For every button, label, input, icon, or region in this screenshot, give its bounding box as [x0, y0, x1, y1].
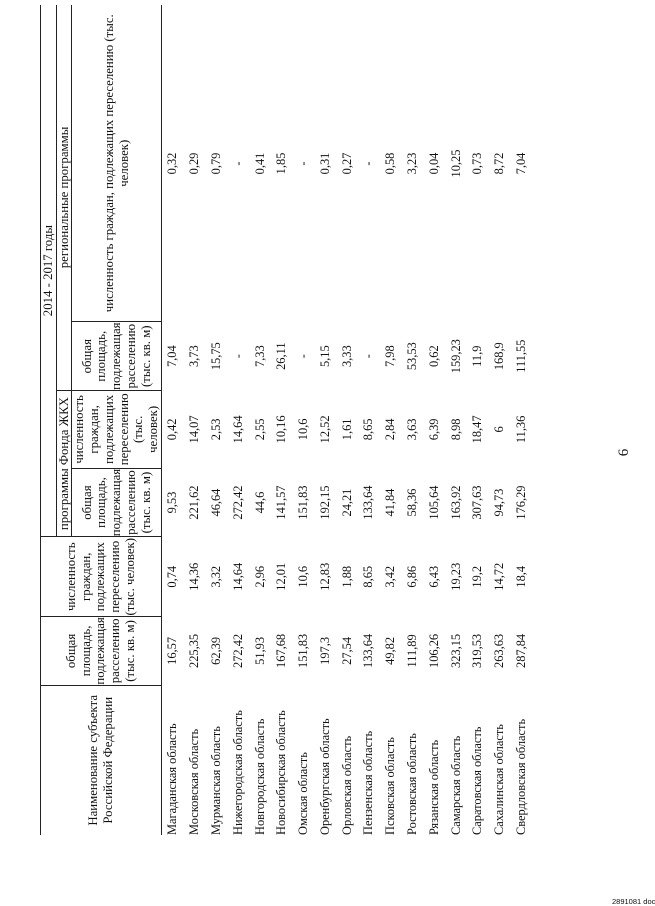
reg-area-cell: 53,53: [405, 342, 420, 371]
reg-area-cell: 111,55: [514, 339, 529, 373]
total-area-cell: 106,26: [426, 633, 441, 668]
fund-people-cell: 3,63: [405, 418, 420, 441]
reg-people-cell: 0,58: [383, 152, 398, 175]
table-row: [271, 5, 293, 835]
reg-area-cell: 7,04: [165, 345, 180, 368]
total-area-cell: 16,57: [165, 636, 180, 665]
fund-people-cell: 2,55: [252, 418, 267, 441]
reg-area-cell: -: [230, 354, 245, 359]
region-name-cell: Орловская область: [339, 735, 354, 835]
total-people-cell: 2,96: [252, 565, 267, 588]
header-period: 2014 - 2017 годы: [41, 5, 57, 537]
fund-people-cell: 14,07: [187, 415, 202, 444]
fund-area-cell: 105,64: [426, 485, 441, 520]
table-row: [489, 5, 511, 835]
total-area-cell: 287,84: [514, 633, 529, 668]
reg-area-cell: -: [361, 354, 376, 359]
total-area-cell: 151,83: [296, 633, 311, 668]
region-name-cell: Мурманская область: [208, 726, 223, 835]
fund-people-cell: 11,36: [514, 415, 529, 444]
table-row: [249, 5, 271, 835]
table-row: [161, 5, 183, 835]
reg-area-cell: 7,33: [252, 345, 267, 368]
reg-people-cell: 0,04: [426, 152, 441, 175]
table-row: [467, 5, 489, 835]
total-area-cell: 225,35: [187, 633, 202, 668]
fund-people-cell: 14,64: [230, 415, 245, 444]
total-people-cell: 1,88: [339, 565, 354, 588]
total-people-cell: 18,4: [514, 565, 529, 588]
reg-area-cell: 3,33: [339, 345, 354, 368]
table-row: [205, 5, 227, 835]
region-name-cell: Саратовская область: [470, 726, 485, 835]
total-area-cell: 49,82: [383, 636, 398, 665]
fund-area-cell: 44,6: [252, 491, 267, 514]
table-row: [510, 5, 532, 835]
region-name-cell: Сахалинская область: [492, 724, 507, 835]
total-people-cell: 12,01: [274, 562, 289, 591]
reg-people-cell: 1,85: [274, 152, 289, 175]
fund-area-cell: 41,84: [383, 488, 398, 517]
region-name-cell: Ростовская область: [405, 733, 420, 835]
reg-people-cell: 0,31: [317, 152, 332, 175]
fund-area-cell: 176,29: [514, 485, 529, 520]
region-name-cell: Нижегородская область: [230, 710, 245, 835]
total-people-cell: 6,86: [405, 565, 420, 588]
region-name-cell: Рязанская область: [426, 739, 441, 835]
table-row: [314, 5, 336, 835]
reg-area-cell: 26,11: [274, 342, 289, 370]
total-area-cell: 319,53: [470, 633, 485, 668]
header-reg-people: численность граждан, подлежащих переселению (тыс. человек): [72, 5, 161, 322]
reg-people-cell: 7,04: [514, 152, 529, 175]
total-people-cell: 0,74: [165, 565, 180, 588]
housing-table: [40, 5, 532, 835]
reg-people-cell: 0,41: [252, 152, 267, 175]
fund-people-cell: 8,98: [448, 418, 463, 441]
header-name: Наименование субъекта Российской Федерации: [41, 685, 162, 835]
reg-people-cell: 3,23: [405, 152, 420, 175]
total-people-cell: 14,36: [187, 562, 202, 591]
region-name-cell: Московская область: [187, 728, 202, 835]
region-name-cell: Пензенская область: [361, 730, 376, 835]
reg-people-cell: 0,73: [470, 152, 485, 175]
reg-area-cell: 7,98: [383, 345, 398, 368]
fund-area-cell: 141,57: [274, 485, 289, 520]
total-people-cell: 6,43: [426, 565, 441, 588]
table-row: [358, 5, 380, 835]
table-row: [336, 5, 358, 835]
fund-area-cell: 46,64: [208, 488, 223, 517]
footer-code: 2891081 doc: [612, 897, 655, 906]
total-area-cell: 263,63: [492, 633, 507, 668]
reg-area-cell: 15,75: [208, 342, 223, 371]
reg-people-cell: 0,79: [208, 152, 223, 175]
region-name-cell: Магаданская область: [165, 723, 180, 835]
reg-area-cell: 3,73: [187, 345, 202, 368]
reg-people-cell: 8,72: [492, 152, 507, 175]
header-fund-area: общая площадь, подлежащая расселению (тыс. кв. м): [72, 468, 161, 536]
table-row: [423, 5, 445, 835]
fund-area-cell: 163,92: [448, 485, 463, 520]
total-area-cell: 51,93: [252, 636, 267, 665]
reg-people-cell: 10,25: [448, 149, 463, 178]
total-people-cell: 14,64: [230, 562, 245, 591]
table-row: [445, 5, 467, 835]
reg-area-cell: 168,9: [492, 342, 507, 371]
reg-area-cell: 11,9: [470, 345, 485, 367]
table-row: [401, 5, 423, 835]
region-name-cell: Новгородская область: [252, 718, 267, 835]
fund-area-cell: 133,64: [361, 485, 376, 520]
fund-area-cell: 9,53: [165, 491, 180, 514]
fund-area-cell: 221,62: [187, 485, 202, 520]
table-row: [183, 5, 205, 835]
region-name-cell: Псковская область: [383, 737, 398, 835]
total-people-cell: 19,2: [470, 565, 485, 588]
total-area-cell: 27,54: [339, 636, 354, 665]
region-name-cell: Самарская область: [448, 735, 463, 835]
total-people-cell: 14,72: [492, 562, 507, 591]
region-name-cell: Омская область: [296, 752, 311, 835]
fund-people-cell: 12,52: [317, 415, 332, 444]
total-people-cell: 10,6: [296, 565, 311, 588]
total-area-cell: 272,42: [230, 633, 245, 668]
reg-people-cell: -: [296, 161, 311, 166]
reg-people-cell: 0,27: [339, 152, 354, 175]
total-area-cell: 111,89: [405, 634, 420, 668]
region-name-cell: Свердловская область: [514, 718, 529, 835]
fund-people-cell: 0,42: [165, 418, 180, 441]
header-regional-programs: региональные программы: [56, 5, 72, 390]
header-total-area: общая площадь, подлежащая расселению (тыс. кв. м): [41, 617, 162, 685]
fund-area-cell: 94,73: [492, 488, 507, 517]
reg-area-cell: 5,15: [317, 345, 332, 368]
total-area-cell: 197,3: [317, 636, 332, 665]
reg-people-cell: -: [230, 161, 245, 166]
fund-area-cell: 151,83: [296, 485, 311, 520]
fund-people-cell: 2,84: [383, 418, 398, 441]
total-people-cell: 12,83: [317, 562, 332, 591]
fund-people-cell: 8,65: [361, 418, 376, 441]
reg-area-cell: -: [296, 354, 311, 359]
total-people-cell: 19,23: [448, 562, 463, 591]
fund-area-cell: 58,36: [405, 488, 420, 517]
fund-people-cell: 2,53: [208, 418, 223, 441]
region-name-cell: Оренбургская область: [317, 718, 332, 835]
header-reg-area: общая площадь, подлежащая расселению (тыс. кв. м): [72, 322, 161, 390]
fund-people-cell: 1,61: [339, 418, 354, 441]
table-row: [380, 5, 402, 835]
reg-area-cell: 159,23: [448, 339, 463, 374]
reg-area-cell: 0,62: [426, 345, 441, 368]
region-name-cell: Новосибирская область: [274, 710, 289, 835]
table-body: [161, 5, 532, 835]
total-area-cell: 133,64: [361, 633, 376, 668]
total-area-cell: 323,15: [448, 633, 463, 668]
fund-area-cell: 24,21: [339, 488, 354, 517]
total-people-cell: 3,42: [383, 565, 398, 588]
reg-people-cell: 0,29: [187, 152, 202, 175]
total-people-cell: 8,65: [361, 565, 376, 588]
fund-people-cell: 10,16: [274, 415, 289, 444]
fund-area-cell: 192,15: [317, 485, 332, 520]
page-number: 6: [616, 448, 632, 457]
table-row: [227, 5, 249, 835]
total-people-cell: 3,32: [208, 565, 223, 588]
total-area-cell: 167,68: [274, 633, 289, 668]
header-fund-programs: программы Фонда ЖКХ: [56, 390, 72, 536]
fund-people-cell: 6,39: [426, 418, 441, 441]
fund-people-cell: 18,47: [470, 415, 485, 444]
fund-area-cell: 307,63: [470, 485, 485, 520]
fund-people-cell: 10,6: [296, 418, 311, 441]
fund-area-cell: 272,42: [230, 485, 245, 520]
header-total-people: численность граждан, подлежащих переселению (тыс. человек): [41, 537, 162, 617]
fund-people-cell: 6: [492, 426, 507, 433]
reg-people-cell: 0,32: [165, 152, 180, 175]
table-row: [292, 5, 314, 835]
reg-people-cell: -: [361, 161, 376, 166]
total-area-cell: 62,39: [208, 636, 223, 665]
header-fund-people: численность граждан, подлежащих переселению (тыс. человек): [72, 390, 161, 468]
